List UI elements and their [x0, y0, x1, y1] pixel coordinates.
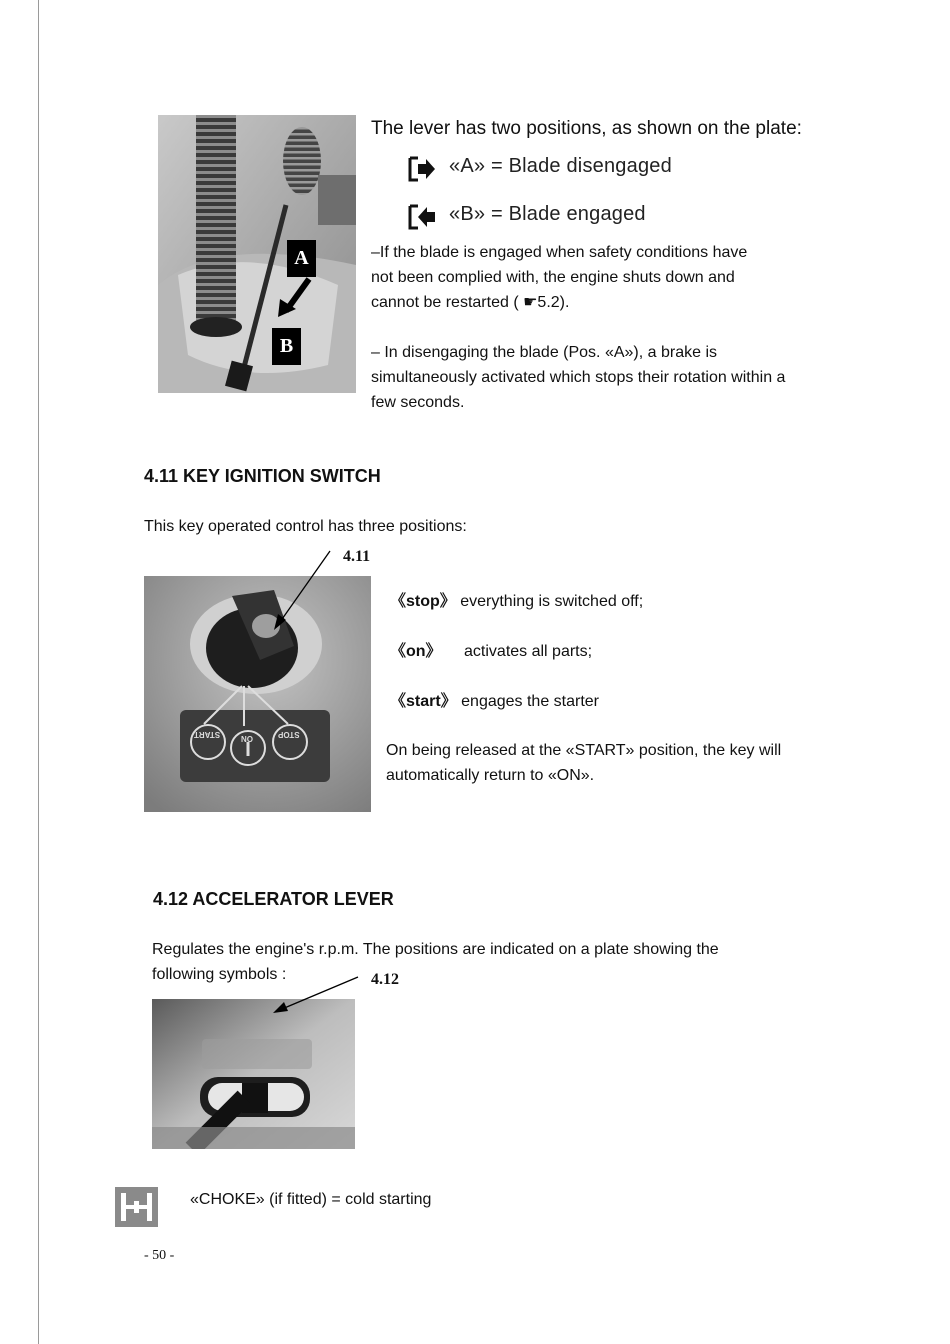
callout-arrow-4-11: [268, 548, 334, 634]
accelerator-intro-line-1: Regulates the engine's r.p.m. The positions are indicated on a plate showing the: [152, 941, 719, 958]
sticker-on-label: ON: [241, 734, 253, 743]
callout-4-12: 4.12: [371, 971, 399, 988]
blade-note-2-line-1: – In disengaging the blade (Pos. «A»), a brake is: [371, 344, 717, 361]
page-margin-line: [38, 0, 39, 1344]
page-number: - 50 -: [144, 1248, 175, 1263]
choke-description: «CHOKE» (if fitted) = cold starting: [190, 1191, 432, 1208]
blade-note-1-line-1: –If the blade is engaged when safety conditions have: [371, 244, 748, 261]
accelerator-lever-illustration: [152, 999, 355, 1149]
section-heading-4-11: 4.11 KEY IGNITION SWITCH: [144, 466, 381, 486]
section-heading-4-12: 4.12 ACCELERATOR LEVER: [153, 889, 394, 909]
accelerator-intro-line-2: following symbols :: [152, 966, 287, 983]
callout-4-11: 4.11: [343, 548, 371, 565]
choke-icon: [115, 1187, 158, 1227]
blade-position-b: «B» = Blade engaged: [449, 203, 646, 225]
ignition-intro: This key operated control has three positions:: [144, 518, 467, 535]
stop-description: everything is switched off;: [460, 593, 644, 610]
blade-note-1-line-3: cannot be restarted ( ☛5.2).: [371, 294, 570, 311]
blade-note-1-line-2: not been complied with, the engine shuts down and: [371, 269, 735, 286]
key-release-line-2: automatically return to «ON».: [386, 767, 595, 784]
blade-note-2-line-2: simultaneously activated which stops their rotation within a: [371, 369, 786, 386]
blade-note-2-line-3: few seconds.: [371, 394, 465, 411]
blade-position-a: «A» = Blade disengaged: [449, 155, 672, 177]
accelerator-lever-photo: [152, 999, 355, 1149]
sticker-stop-label: STOP: [278, 730, 300, 739]
blade-disengaged-icon: [408, 156, 436, 182]
photo-label-b: B: [272, 328, 301, 365]
on-keyword: 《on》: [390, 643, 442, 660]
ignition-switch-photo: [144, 576, 371, 812]
a-to-b-arrow: [276, 275, 316, 320]
on-description: activates all parts;: [464, 643, 593, 660]
key-position-on: [390, 639, 592, 664]
callout-arrow-4-12: [268, 973, 362, 1017]
start-description: engages the starter: [461, 693, 600, 710]
ignition-switch-illustration: [144, 576, 371, 812]
blade-lever-photo: [158, 115, 356, 393]
key-release-line-1: On being released at the «START» position, the key will: [386, 742, 782, 759]
start-keyword: 《start》: [390, 693, 457, 710]
key-position-start: [390, 689, 599, 714]
blade-lever-illustration: [158, 115, 356, 393]
blade-engaged-icon: [408, 204, 436, 230]
photo-label-a: A: [287, 240, 316, 277]
sticker-start-label: START: [194, 730, 221, 739]
key-position-stop: [390, 589, 643, 614]
blade-intro: The lever has two positions, as shown on the plate:: [371, 118, 802, 139]
stop-keyword: 《stop》: [390, 593, 456, 610]
